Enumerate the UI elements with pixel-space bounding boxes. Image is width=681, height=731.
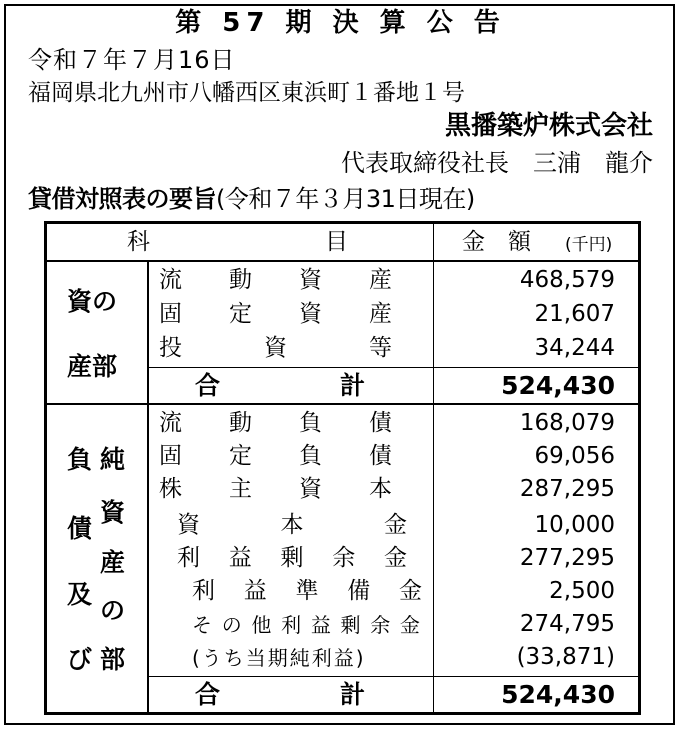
liab-row-value: 69,056 <box>534 443 615 469</box>
notice-date: 令和７年７月16日 <box>28 46 236 74</box>
liab-row-value: 2,500 <box>549 578 615 604</box>
liab-label-col1-2: 及 <box>67 580 93 609</box>
liab-label-col2-0: 純 <box>100 445 126 474</box>
asset-row-label: 固 定 資 産 <box>159 301 392 327</box>
asset-row-value: 21,607 <box>534 301 615 327</box>
asset-row-label: 投 資 等 <box>159 335 392 361</box>
amount-column-divider <box>433 224 434 712</box>
header-amount: 金 額 <box>462 229 531 255</box>
header-unit: (千円) <box>565 235 613 255</box>
header-item-1: 科 <box>127 229 150 255</box>
liab-row-label: そ の 他 利 益 剰 余 金 <box>192 613 422 637</box>
liab-row-label: 資 本 金 <box>177 512 407 538</box>
asset-row-value: 34,244 <box>534 335 615 361</box>
balance-sheet-table <box>44 221 641 715</box>
liab-row-value: 10,000 <box>534 512 615 538</box>
asset-row-label: 流 動 資 産 <box>159 267 392 293</box>
liab-row-label: 固 定 負 債 <box>159 443 392 469</box>
liab-label-col2-1: 資 <box>100 498 126 527</box>
company-name: 黒播築炉株式会社 <box>444 111 653 141</box>
liab-row-label: 流 動 負 債 <box>159 410 392 436</box>
liab-row-value: 274,795 <box>519 611 615 637</box>
liab-row-label: 利 益 準 備 金 <box>192 578 422 604</box>
liab-row-label: (うち当期純利益) <box>192 646 366 670</box>
balance-sheet-title <box>28 184 475 214</box>
liab-row-label: 株 主 資 本 <box>159 476 392 502</box>
header-divider <box>47 260 638 262</box>
section-divider <box>47 403 638 405</box>
liab-label-col2-2: 産 <box>100 548 126 577</box>
liab-label-col1-0: 負 <box>67 445 93 474</box>
liab-row-value: 287,295 <box>519 476 615 502</box>
liab-label-col2-3: の <box>100 596 126 625</box>
assets-total-divider <box>147 367 638 368</box>
group-column-divider <box>147 262 149 712</box>
assets-total-value: 524,430 <box>501 371 615 400</box>
liab-row-label: 利 益 剰 余 金 <box>177 545 407 571</box>
notice-title: 第 57 期 決 算 公 告 <box>175 8 506 38</box>
assets-group-label-1: 資の <box>67 287 118 316</box>
liab-label-col1-1: 債 <box>67 514 93 543</box>
header-item-2: 目 <box>325 229 348 255</box>
balance-sheet-date: (令和７年３月31日現在) <box>216 185 475 213</box>
liab-row-value: 168,079 <box>519 410 615 436</box>
assets-group-label-2: 産部 <box>67 352 118 381</box>
liab-row-value: 277,295 <box>519 545 615 571</box>
balance-sheet-heading: 貸借対照表の要旨 <box>28 185 216 213</box>
liabilities-total-label: 合 計 <box>195 680 365 709</box>
company-address: 福岡県北九州市八幡西区東浜町１番地１号 <box>28 80 465 106</box>
liab-label-col1-3: び <box>67 645 93 674</box>
representative: 代表取締役社長 三浦 龍介 <box>341 149 653 177</box>
liab-label-col2-4: 部 <box>100 645 126 674</box>
asset-row-value: 468,579 <box>519 267 615 293</box>
assets-total-label: 合 計 <box>195 371 365 400</box>
liabilities-total-value: 524,430 <box>501 680 615 709</box>
liabilities-total-divider <box>147 676 638 677</box>
liab-row-value: (33,871) <box>516 644 615 670</box>
